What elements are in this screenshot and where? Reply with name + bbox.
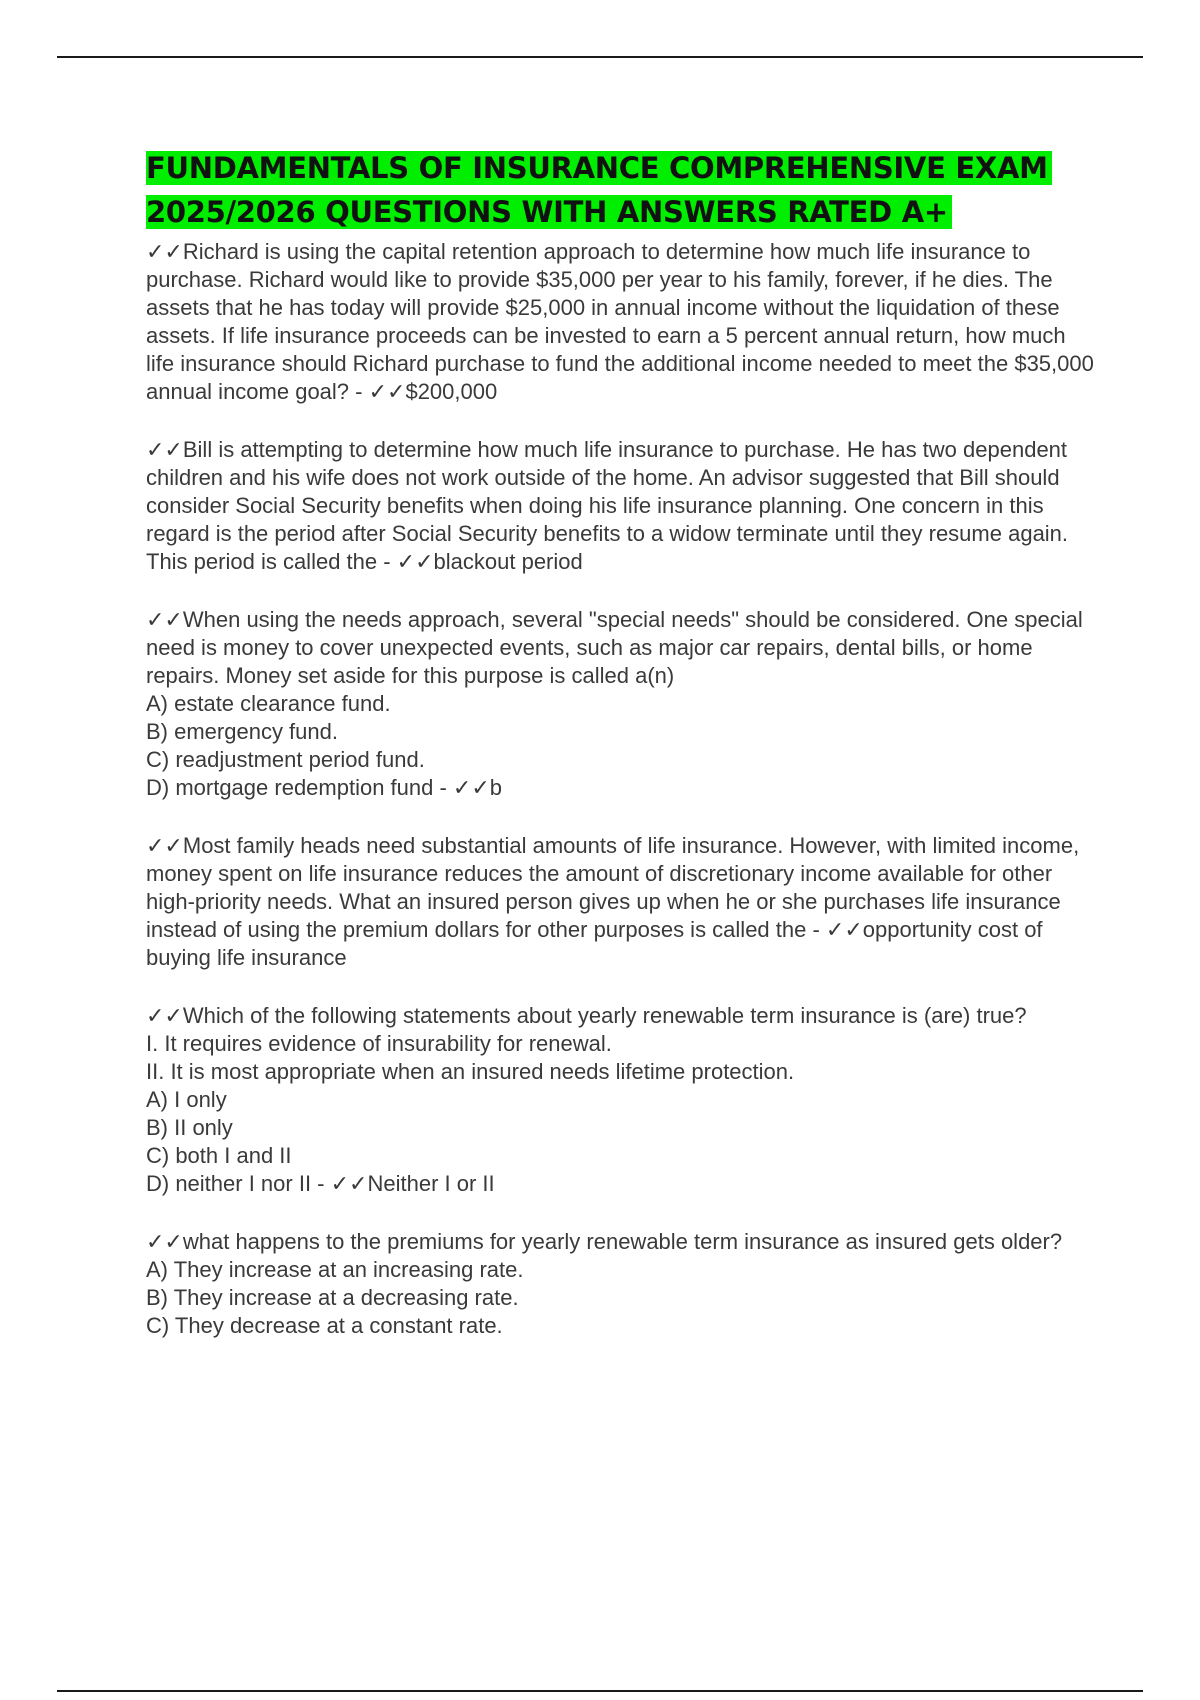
document-title <box>146 146 1096 234</box>
question-4 <box>146 832 1096 972</box>
question-5 <box>146 1002 1096 1198</box>
answer-option: B) II only <box>146 1115 233 1140</box>
question-3 <box>146 606 1096 802</box>
document-body <box>146 146 1096 1370</box>
answer-option: B) emergency fund. <box>146 719 338 744</box>
answer-option: B) They increase at a decreasing rate. <box>146 1285 519 1310</box>
question-text: ✓✓Bill is attempting to determine how much life insurance to purchase. He has two dependent children and his wife does not work outside of the home. An advisor suggested that Bill should consider Social Security benefits when doing his life insurance planning. One concern in this regard is the period after Social Security benefits to a widow terminate until they resume again. This period is called the - ✓✓blackout period <box>146 437 1069 574</box>
statement-option: II. It is most appropriate when an insured needs lifetime protection. <box>146 1059 795 1084</box>
answer-option: D) mortgage redemption fund - ✓✓b <box>146 775 503 800</box>
answer-option: A) I only <box>146 1087 227 1112</box>
question-text: ✓✓Richard is using the capital retention approach to determine how much life insurance to purchase. Richard would like to provide $35,000 per year to his family, forever, if he dies. The assets that he has today will provide $25,000 in annual income without the liquidation of these assets. If life insurance proceeds can be invested to earn a 5 percent annual return, how much life insurance should Richard purchase to fund the additional income needed to meet the $35,000 annual income goal? - ✓✓$200,000 <box>146 239 1094 404</box>
question-text: ✓✓Which of the following statements about yearly renewable term insurance is (are) true? <box>146 1003 1027 1028</box>
question-6 <box>146 1228 1096 1340</box>
title-line-1: FUNDAMENTALS OF INSURANCE COMPREHENSIVE EXAM <box>146 151 1052 185</box>
title-line-2: 2025/2026 QUESTIONS WITH ANSWERS RATED A+ <box>146 195 952 229</box>
top-rule <box>57 56 1143 58</box>
answer-option: C) readjustment period fund. <box>146 747 425 772</box>
question-text: ✓✓what happens to the premiums for yearly renewable term insurance as insured gets older? <box>146 1229 1063 1254</box>
question-text: ✓✓Most family heads need substantial amounts of life insurance. However, with limited income, money spent on life insurance reduces the amount of discretionary income available for other high-priority needs. What an insured person gives up when he or she purchases life insurance instead of using the premium dollars for other purposes is called the - ✓✓opportunity cost of buying life insurance <box>146 833 1080 970</box>
answer-option: C) They decrease at a constant rate. <box>146 1313 503 1338</box>
question-2 <box>146 436 1096 576</box>
answer-option: D) neither I nor II - ✓✓Neither I or II <box>146 1171 495 1196</box>
bottom-rule <box>57 1690 1143 1692</box>
question-text: ✓✓When using the needs approach, several "special needs" should be considered. One special need is money to cover unexpected events, such as major car repairs, dental bills, or home repairs. Money set aside for this purpose is called a(n) <box>146 607 1083 688</box>
answer-option: A) They increase at an increasing rate. <box>146 1257 524 1282</box>
answer-option: C) both I and II <box>146 1143 292 1168</box>
statement-option: I. It requires evidence of insurability for renewal. <box>146 1031 612 1056</box>
answer-option: A) estate clearance fund. <box>146 691 391 716</box>
question-1 <box>146 238 1096 406</box>
